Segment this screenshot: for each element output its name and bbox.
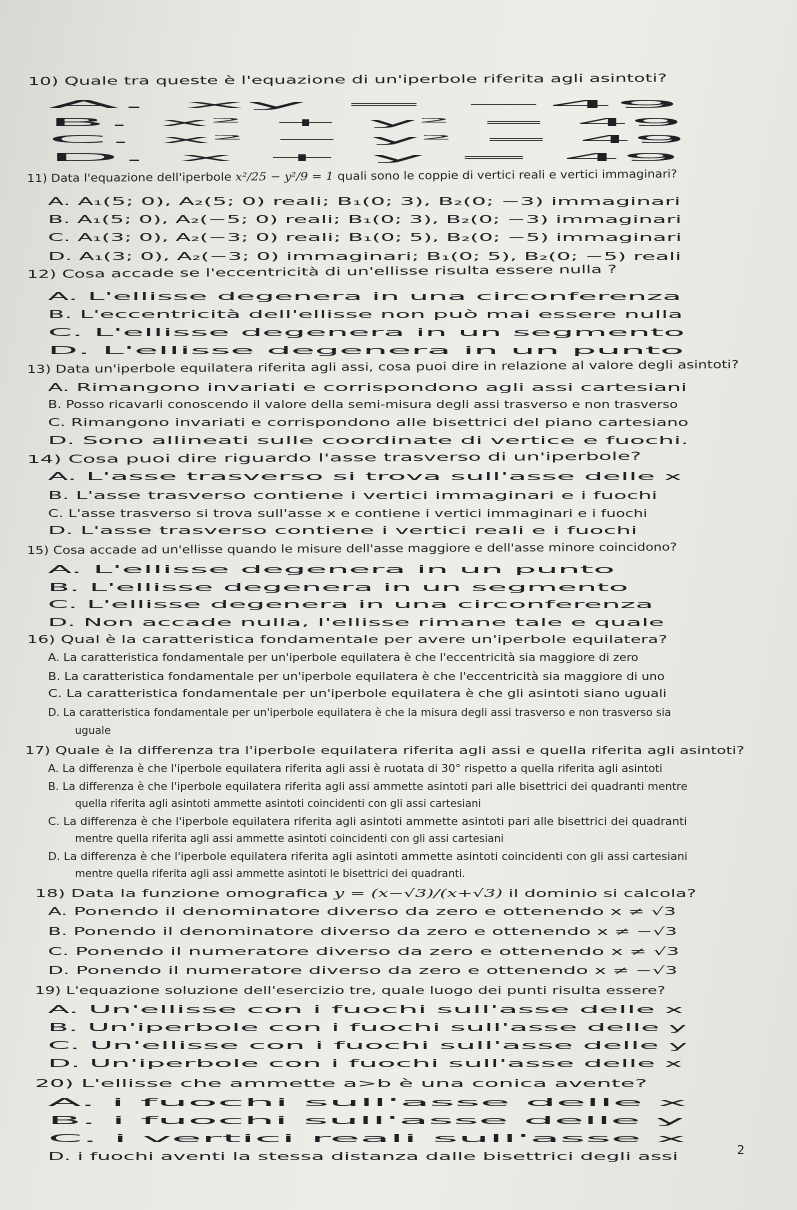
answer-option-c[interactable] <box>48 1132 686 1146</box>
option-letter: C. <box>48 417 72 429</box>
question-text-end: il dominio si calcola? <box>502 887 697 900</box>
option-letter: C. <box>48 1040 90 1052</box>
option-letter: B. <box>48 1022 88 1034</box>
answer-option-b[interactable] <box>48 1114 684 1128</box>
option-text: Ponendo il numeratore diverso da zero e ottenendo x ≠ −√3 <box>75 965 678 977</box>
option-text: La caratteristica fondamentale per un'iperbole equilatera è che l'eccentricità sia maggiore di uno <box>64 671 665 683</box>
option-letter: B. <box>48 671 65 683</box>
question-10-prompt <box>28 72 667 89</box>
option-letter: D. <box>48 1058 90 1070</box>
option-text: L'ellisse degenera in una circonferenza <box>87 291 682 303</box>
answer-option-c[interactable] <box>48 598 653 612</box>
answer-option-a[interactable] <box>48 470 682 484</box>
question-18-prompt <box>35 887 696 901</box>
option-continuation: mentre quella riferita agli assi ammette asintoti le bisettrici dei quadranti. <box>75 868 466 880</box>
option-text: L'ellisse degenera in una circonferenza <box>86 599 654 611</box>
option-letter: A. <box>48 291 88 303</box>
answer-option-b[interactable] <box>48 1021 687 1035</box>
answer-option-a[interactable] <box>48 290 681 304</box>
answer-option-d[interactable] <box>48 964 677 978</box>
option-letter: A. <box>48 471 87 483</box>
answer-option-c[interactable] <box>48 416 688 430</box>
answer-option-d[interactable] <box>48 1150 678 1164</box>
answer-option-c[interactable] <box>48 687 667 701</box>
answer-option-d[interactable] <box>48 616 664 630</box>
option-letter: C. <box>48 327 94 339</box>
question-11-prompt <box>27 167 677 186</box>
answer-option-b[interactable] <box>48 581 628 595</box>
answer-option-a[interactable] <box>48 1003 683 1017</box>
option-continuation: quella riferita agli asintoti ammette asintoti coincidenti con gli assi cartesiani <box>75 798 482 810</box>
option-letter: A. <box>48 763 63 775</box>
option-text: A₁(3; 0), A₂(−3; 0) reali; B₁(0; 5), B₂(0; −5) immaginari <box>77 232 682 244</box>
formula: x²/25 − y²/9 = 1 <box>235 169 334 184</box>
question-15-prompt <box>27 541 677 558</box>
option-text: Rimangono invariati e corrispondono agli assi cartesiani <box>76 382 687 394</box>
question-number: 18) <box>35 887 71 900</box>
answer-option-c[interactable] <box>48 815 687 829</box>
option-text: Un'ellisse con i fuochi sull'asse delle y <box>89 1040 688 1052</box>
question-number: 20) <box>35 1077 82 1090</box>
question-text-end: quali sono le coppie di vertici reali e vertici immaginari? <box>333 167 678 183</box>
option-letter: A. <box>48 196 78 208</box>
option-text: A₁(3; 0), A₂(−3; 0) immaginari; B₁(0; 5), B₂(0; −5) reali <box>79 251 682 263</box>
question-number: 16) <box>27 633 61 646</box>
option-text: L'ellisse degenera in un punto <box>93 564 615 576</box>
answer-option-a[interactable] <box>48 563 615 577</box>
option-letter: B. <box>48 399 66 411</box>
question-text: Quale è la differenza tra l'iperbole equilatera riferita agli assi e quella riferita agli asintoti? <box>55 744 745 757</box>
option-text: La differenza è che l'iperbole equilatera riferita agli assi è ruotata di 30° rispetto a quella riferita agli asintoti <box>62 763 663 775</box>
answer-option-a[interactable] <box>48 651 638 665</box>
option-letter: D. <box>48 1151 78 1163</box>
answer-option-a[interactable] <box>48 381 687 395</box>
option-letter: A. <box>48 99 184 111</box>
option-text: L'asse trasverso contiene i vertici reali e i fuochi <box>80 525 638 537</box>
option-letter: A. <box>48 1004 89 1016</box>
option-text: x² + y² = 49 <box>159 117 684 129</box>
option-text: i vertici reali sull'asse x <box>113 1133 686 1145</box>
option-letter: A. <box>48 382 77 394</box>
answer-option-c[interactable] <box>48 326 685 340</box>
option-text: A₁(5; 0), A₂(5; 0) reali; B₁(0; 3), B₂(0; −3) immaginari <box>77 196 681 208</box>
option-text: La differenza è che l'iperbole equilatera riferita agli asintoti ammette asintoti pari alle bisettrici dei quadranti <box>63 816 688 828</box>
answer-option-a[interactable] <box>48 762 662 776</box>
page-number: 2 <box>737 1143 745 1157</box>
option-text: Rimangono invariati e corrispondono alle bisettrici del piano cartesiano <box>71 417 689 429</box>
question-text: L'equazione soluzione dell'esercizio tre, quale luogo dei punti risulta essere? <box>65 984 666 997</box>
question-17-prompt <box>25 744 744 758</box>
question-text: Cosa puoi dire riguardo l'asse trasverso di un'iperbole? <box>68 449 642 466</box>
option-letter: D. <box>48 965 76 977</box>
option-continuation: mentre quella riferita agli assi ammette asintoti coincidenti con gli assi cartesiani <box>75 833 504 845</box>
option-text: x + y = 49 <box>178 152 681 164</box>
option-letter: B. <box>48 582 90 594</box>
option-letter: C. <box>48 946 76 958</box>
question-number: 11) <box>26 171 52 185</box>
option-text: La differenza è che l'iperbole equilatera riferita agli asintoti ammette asintoti coincidenti con gli assi cartesiani <box>63 851 688 863</box>
option-text: L'asse trasverso si trova sull'asse x e contiene i vertici immaginari e i fuochi <box>68 508 648 520</box>
question-text: Cosa accade ad un'ellisse quando le misure dell'asse maggiore e dell'asse minore coincidono? <box>53 540 677 557</box>
option-letter: B. <box>48 781 63 793</box>
answer-option-c[interactable] <box>48 1039 687 1053</box>
option-letter: B. <box>48 1115 112 1127</box>
answer-option-b[interactable] <box>48 925 677 939</box>
answer-option-c[interactable] <box>48 945 679 959</box>
answer-option-a[interactable] <box>48 1096 687 1110</box>
option-text: i fuochi sull'asse delle x <box>111 1097 687 1109</box>
option-text: Un'ellisse con i fuochi sull'asse delle x <box>88 1004 684 1016</box>
question-number: 10) <box>27 74 65 88</box>
option-text: La caratteristica fondamentale per un'iperbole equilatera è che gli asintoti siano uguali <box>66 688 667 700</box>
option-letter: C. <box>48 816 64 828</box>
option-text: Posso ricavarli conoscendo il valore della semi-misura degli assi trasverso e non trasverso <box>65 399 678 411</box>
option-letter: D. <box>48 707 64 719</box>
answer-option-d[interactable] <box>48 344 684 358</box>
answer-option-b[interactable] <box>48 780 687 794</box>
question-number: 12) <box>26 267 63 281</box>
option-text: L'asse trasverso contiene i vertici immaginari e i fuochi <box>75 490 658 502</box>
option-text: Un'iperbole con i fuochi sull'asse delle y <box>87 1022 687 1034</box>
option-letter: B. <box>48 926 74 938</box>
question-number: 13) <box>26 362 56 376</box>
option-text: L'ellisse degenera in un segmento <box>93 327 685 339</box>
answer-option-b[interactable] <box>48 670 665 684</box>
question-16-prompt <box>27 633 667 647</box>
answer-option-d[interactable] <box>48 524 637 538</box>
option-text: xy = −49 <box>183 99 681 111</box>
option-text: A₁(5; 0), A₂(−5; 0) reali; B₁(0; 3), B₂(0; −3) immaginari <box>77 214 682 226</box>
option-letter: A. <box>48 652 64 664</box>
question-number: 14) <box>26 452 69 466</box>
option-text: L'ellisse degenera in un punto <box>102 345 684 357</box>
question-20-prompt <box>35 1077 647 1091</box>
option-letter: B. <box>48 309 80 321</box>
answer-option-d[interactable] <box>48 706 671 720</box>
question-12-prompt <box>27 263 617 282</box>
option-text: Ponendo il denominatore diverso da zero e ottenendo x ≠ √3 <box>73 906 677 918</box>
question-text: Quale tra queste è l'equazione di un'iperbole riferita agli asintoti? <box>64 71 668 88</box>
question-text: Data la funzione omografica <box>70 887 334 900</box>
option-letter: C. <box>48 599 87 611</box>
option-text: L'eccentricità dell'ellisse non può mai essere nulla <box>79 309 683 321</box>
question-number: 19) <box>35 984 66 997</box>
option-text: Non accade nulla, l'ellisse rimane tale e quale <box>83 617 665 629</box>
answer-option-c[interactable] <box>48 133 686 147</box>
formula: y = (x−√3)/(x+√3) <box>333 887 503 900</box>
answer-option-c[interactable] <box>48 231 682 245</box>
option-text: i fuochi sull'asse delle y <box>111 1115 685 1127</box>
option-text: Ponendo il denominatore diverso da zero e ottenendo x ≠ −√3 <box>73 926 678 938</box>
question-number: 17) <box>25 744 56 757</box>
option-text: Un'iperbole con i fuochi sull'asse delle x <box>89 1058 683 1070</box>
option-letter: B. <box>48 214 78 226</box>
option-text: La caratteristica fondamentale per un'iperbole equilatera è che la misura degli assi trasverso e non trasverso sia <box>63 707 672 719</box>
option-letter: C. <box>48 134 162 146</box>
question-14-prompt <box>27 450 641 467</box>
option-letter: C. <box>48 232 78 244</box>
question-19-prompt <box>35 984 665 998</box>
option-letter: A. <box>48 1097 112 1109</box>
option-continuation: uguale <box>75 725 111 737</box>
option-text: i fuochi aventi la stessa distanza dalle bisettrici degli assi <box>77 1151 679 1163</box>
option-letter: C. <box>48 688 67 700</box>
answer-option-d[interactable] <box>48 434 689 448</box>
answer-option-d[interactable] <box>48 250 681 264</box>
answer-option-b[interactable] <box>48 213 682 227</box>
option-letter: C. <box>48 508 69 520</box>
option-letter: D. <box>48 345 103 357</box>
option-letter: D. <box>48 851 64 863</box>
option-text: L'ellisse degenera in un segmento <box>89 582 629 594</box>
answer-option-a[interactable] <box>48 905 676 919</box>
option-letter: A. <box>48 564 94 576</box>
option-text: Ponendo il numeratore diverso da zero e ottenendo x ≠ √3 <box>75 946 680 958</box>
answer-option-a[interactable] <box>48 195 681 209</box>
option-text: La caratteristica fondamentale per un'iperbole equilatera è che l'eccentricità sia maggiore di zero <box>63 652 639 664</box>
answer-option-b[interactable] <box>48 116 683 130</box>
option-letter: B. <box>48 490 76 502</box>
option-text: La differenza è che l'iperbole equilatera riferita agli assi ammette asintoti pari alle bisettrici dei quadranti mentre <box>62 781 688 793</box>
question-text: Data l'equazione dell'iperbole <box>50 170 236 185</box>
option-letter: D. <box>48 435 83 447</box>
option-letter: D. <box>48 617 84 629</box>
question-text: Cosa accade se l'eccentricità di un'ellisse risulta essere nulla ? <box>61 262 617 281</box>
answer-option-b[interactable] <box>48 308 683 322</box>
option-letter: D. <box>48 251 80 263</box>
answer-option-a[interactable] <box>48 98 681 112</box>
option-letter: B. <box>48 117 160 129</box>
answer-option-c[interactable] <box>48 507 647 521</box>
option-text: L'asse trasverso si trova sull'asse delle x <box>86 471 682 483</box>
answer-option-d[interactable] <box>48 850 688 864</box>
answer-option-d[interactable] <box>48 1057 682 1071</box>
option-letter: A. <box>48 906 74 918</box>
question-text: Qual è la caratteristica fondamentale per avere un'iperbole equilatera? <box>60 633 668 646</box>
option-text: Sono allineati sulle coordinate di vertice e fuochi. <box>82 435 689 447</box>
answer-option-b[interactable] <box>48 398 678 412</box>
question-number: 15) <box>26 543 54 557</box>
question-13-prompt <box>27 358 739 377</box>
option-letter: D. <box>48 152 179 164</box>
option-text: x² − y² = 49 <box>161 134 687 146</box>
option-letter: D. <box>48 525 81 537</box>
answer-option-d[interactable] <box>48 151 681 165</box>
answer-option-b[interactable] <box>48 489 657 503</box>
question-text: L'ellisse che ammette a>b è una conica avente? <box>81 1077 648 1090</box>
option-letter: C. <box>48 1133 114 1145</box>
question-text: Data un'iperbole equilatera riferita agli assi, cosa puoi dire in relazione al valore degli asintoti? <box>55 358 739 376</box>
